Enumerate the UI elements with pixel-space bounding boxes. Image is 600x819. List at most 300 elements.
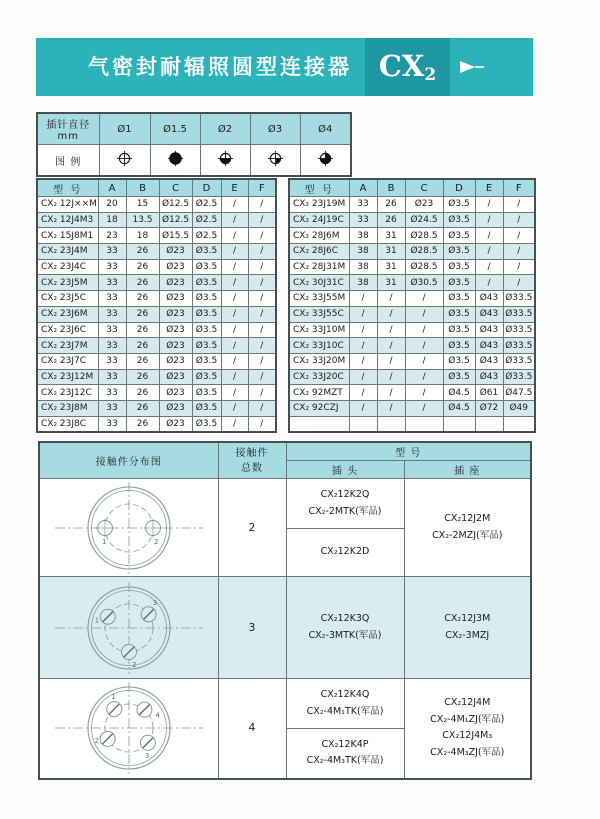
value-cell: 33: [98, 353, 126, 369]
value-cell: Ø23: [159, 259, 192, 275]
value-cell: /: [221, 400, 248, 416]
header-banner: [36, 38, 533, 96]
value-cell: Ø3.5: [192, 291, 221, 307]
spec-row: [289, 306, 535, 322]
value-cell: Ø4.5: [443, 385, 475, 401]
value-cell: 38: [349, 244, 377, 260]
spec-row: [37, 291, 276, 307]
value-cell: Ø2.5: [192, 228, 221, 244]
value-cell: /: [221, 291, 248, 307]
half-bottom-icon-cell: [200, 145, 250, 177]
plug-models: CX₂12K3Q CX₂-3MTK(军品): [286, 577, 404, 679]
column-header: E: [475, 179, 503, 197]
value-cell: [475, 416, 503, 432]
value-cell: Ø72: [475, 400, 503, 416]
svg-text:2: 2: [153, 537, 159, 546]
value-cell: Ø3.5: [443, 353, 475, 369]
value-cell: /: [248, 259, 276, 275]
value-cell: 33: [98, 338, 126, 354]
contact-diagram-cell: [39, 679, 218, 779]
svg-text:1: 1: [94, 616, 100, 625]
value-cell: /: [248, 291, 276, 307]
value-cell: /: [349, 369, 377, 385]
spec-row: [289, 275, 535, 291]
diagram-column-header: 接触件分布图: [39, 442, 218, 479]
value-cell: 33: [98, 259, 126, 275]
spec-row: [289, 244, 535, 260]
contact-diagram-cell: [39, 479, 218, 577]
spec-row: [37, 228, 276, 244]
plug-models: CX₂12K2D: [286, 529, 404, 577]
three-quarter-icon-cell: [300, 145, 351, 177]
value-cell: Ø23: [159, 338, 192, 354]
value-cell: Ø15.5: [159, 228, 192, 244]
value-cell: 15: [126, 197, 159, 213]
value-cell: /: [221, 259, 248, 275]
value-cell: /: [221, 369, 248, 385]
spec-row: [289, 416, 535, 432]
value-cell: 33: [349, 197, 377, 213]
column-header: E: [221, 179, 248, 197]
value-cell: /: [349, 306, 377, 322]
value-cell: 33: [98, 400, 126, 416]
value-cell: 26: [126, 244, 159, 260]
column-header: 型 号: [37, 179, 98, 197]
socket-models: CX₂12J4M CX₂-4M₁ZJ(军品) CX₂12J4M₃ CX₂-4M₃ZJ(军品): [404, 679, 531, 779]
value-cell: /: [248, 322, 276, 338]
value-cell: Ø23: [159, 353, 192, 369]
series-name: CX: [378, 49, 425, 83]
value-cell: Ø30.5: [405, 275, 443, 291]
value-cell: /: [503, 212, 535, 228]
value-cell: Ø23: [159, 369, 192, 385]
value-cell: 26: [126, 259, 159, 275]
contact-diagram-cell: [39, 577, 218, 679]
value-cell: Ø3.5: [443, 197, 475, 213]
spec-row: [289, 385, 535, 401]
value-cell: 20: [98, 197, 126, 213]
svg-text:2: 2: [131, 660, 137, 669]
column-header: F: [248, 179, 276, 197]
series-subscript: 2: [424, 65, 437, 85]
socket-models: CX₂12J2M CX₂-2MZJ(军品): [404, 479, 531, 577]
value-cell: Ø3.5: [443, 259, 475, 275]
model-cell: CX₂ 23J8M: [37, 400, 98, 416]
spec-row: [37, 259, 276, 275]
plug-models: CX₂12K4Q CX₂-4M₁TK(军品): [286, 679, 404, 729]
value-cell: 31: [377, 275, 405, 291]
value-cell: Ø3.5: [192, 259, 221, 275]
value-cell: /: [248, 197, 276, 213]
spec-row: [289, 322, 535, 338]
value-cell: 33: [98, 385, 126, 401]
value-cell: /: [248, 212, 276, 228]
value-cell: 26: [126, 385, 159, 401]
value-cell: 33: [98, 369, 126, 385]
value-cell: Ø23: [159, 322, 192, 338]
value-cell: /: [405, 291, 443, 307]
model-cell: CX₂ 33J20C: [289, 369, 349, 385]
half-bottom-pin-icon: [216, 149, 235, 168]
value-cell: 26: [377, 197, 405, 213]
value-cell: /: [221, 228, 248, 244]
value-cell: 33: [349, 212, 377, 228]
value-cell: Ø3.5: [192, 369, 221, 385]
value-cell: Ø33.5: [503, 291, 535, 307]
spec-row: [37, 306, 276, 322]
value-cell: 33: [98, 306, 126, 322]
contact-row: [39, 679, 531, 729]
value-cell: Ø33.5: [503, 338, 535, 354]
value-cell: /: [221, 353, 248, 369]
model-cell: CX₂ 33J20M: [289, 353, 349, 369]
column-header: 型 号: [289, 179, 349, 197]
value-cell: [443, 416, 475, 432]
value-cell: [349, 416, 377, 432]
model-cell: CX₂ 23J7C: [37, 353, 98, 369]
diameter-value: Ø1: [99, 113, 150, 145]
value-cell: /: [405, 338, 443, 354]
plug-models: CX₂12K2Q CX₂-2MTK(军品): [286, 479, 404, 529]
value-cell: /: [503, 228, 535, 244]
value-cell: /: [405, 400, 443, 416]
spec-row: [37, 197, 276, 213]
value-cell: Ø3.5: [443, 212, 475, 228]
svg-text:3: 3: [152, 598, 157, 607]
value-cell: [405, 416, 443, 432]
spec-row: [289, 212, 535, 228]
contact-row: [39, 577, 531, 679]
value-cell: /: [475, 244, 503, 260]
value-cell: Ø47.5: [503, 385, 535, 401]
spec-row: [289, 259, 535, 275]
value-cell: 26: [126, 275, 159, 291]
value-cell: Ø28.5: [405, 244, 443, 260]
value-cell: Ø49: [503, 400, 535, 416]
value-cell: /: [405, 306, 443, 322]
value-cell: 38: [349, 228, 377, 244]
page-title: 气密封耐辐照圆型连接器: [88, 55, 352, 79]
value-cell: Ø23: [159, 400, 192, 416]
column-header: C: [159, 179, 192, 197]
value-cell: 26: [126, 306, 159, 322]
model-cell: CX₂ 30J31C: [289, 275, 349, 291]
value-cell: Ø33.5: [503, 306, 535, 322]
value-cell: /: [221, 385, 248, 401]
value-cell: 18: [98, 212, 126, 228]
plug-models: CX₂12K4P CX₂-4M₃TK(军品): [286, 729, 404, 779]
value-cell: Ø23: [405, 197, 443, 213]
column-header: D: [192, 179, 221, 197]
value-cell: /: [377, 322, 405, 338]
value-cell: 26: [377, 212, 405, 228]
svg-text:2: 2: [94, 737, 99, 746]
column-header: F: [503, 179, 535, 197]
solid-pin-icon: [166, 149, 185, 168]
pin-diameter-label: 插针直径mm: [37, 113, 99, 145]
value-cell: Ø3.5: [443, 275, 475, 291]
value-cell: /: [221, 244, 248, 260]
model-cell: CX₂ 23J8C: [37, 416, 98, 432]
spec-header-row: [37, 179, 276, 197]
value-cell: /: [503, 244, 535, 260]
column-header: A: [98, 179, 126, 197]
arrow-right-icon: [460, 61, 475, 73]
plug-column-header: 插 头: [286, 461, 404, 479]
spec-row: [37, 244, 276, 260]
model-cell: CX₂ 23J4M: [37, 244, 98, 260]
diameter-value: Ø2: [200, 113, 250, 145]
value-cell: 26: [126, 322, 159, 338]
value-cell: /: [377, 338, 405, 354]
model-cell: CX₂ 92MZT: [289, 385, 349, 401]
value-cell: Ø43: [475, 291, 503, 307]
value-cell: /: [248, 244, 276, 260]
legend-header-row: [37, 113, 351, 145]
value-cell: 33: [98, 275, 126, 291]
contact-row: [39, 479, 531, 529]
value-cell: Ø12.5: [159, 212, 192, 228]
value-cell: /: [221, 197, 248, 213]
value-cell: /: [248, 369, 276, 385]
value-cell: /: [221, 416, 248, 432]
value-cell: /: [377, 306, 405, 322]
value-cell: Ø23: [159, 244, 192, 260]
contact-arrangement-table: [38, 441, 532, 780]
model-cell: CX₂ 92CZJ: [289, 400, 349, 416]
model-cell: CX₂ 23J6M: [37, 306, 98, 322]
value-cell: Ø3.5: [192, 385, 221, 401]
diameter-value: Ø1.5: [150, 113, 200, 145]
spec-row: [37, 212, 276, 228]
legend-icons-row: [37, 145, 351, 177]
value-cell: /: [248, 400, 276, 416]
value-cell: Ø61: [475, 385, 503, 401]
value-cell: Ø43: [475, 338, 503, 354]
spec-row: [289, 291, 535, 307]
value-cell: /: [349, 322, 377, 338]
value-cell: 31: [377, 259, 405, 275]
model-cell: CX₂ 28J6C: [289, 244, 349, 260]
value-cell: /: [248, 228, 276, 244]
column-header: B: [126, 179, 159, 197]
value-cell: Ø4.5: [443, 400, 475, 416]
diameter-value: Ø3: [250, 113, 300, 145]
value-cell: 33: [98, 291, 126, 307]
spec-header-row: [289, 179, 535, 197]
value-cell: /: [503, 259, 535, 275]
value-cell: Ø3.5: [443, 322, 475, 338]
value-cell: /: [221, 212, 248, 228]
model-cell: CX₂ 33J55C: [289, 306, 349, 322]
value-cell: /: [248, 385, 276, 401]
value-cell: /: [377, 291, 405, 307]
value-cell: [503, 416, 535, 432]
value-cell: /: [221, 275, 248, 291]
spec-row: [289, 338, 535, 354]
value-cell: Ø23: [159, 416, 192, 432]
value-cell: /: [475, 275, 503, 291]
value-cell: /: [475, 228, 503, 244]
value-cell: Ø3.5: [443, 369, 475, 385]
contact-header-row: [39, 442, 531, 461]
value-cell: /: [475, 212, 503, 228]
model-cell: CX₂ 23J6C: [37, 322, 98, 338]
value-cell: /: [248, 338, 276, 354]
value-cell: 18: [126, 228, 159, 244]
column-header: D: [443, 179, 475, 197]
value-cell: /: [475, 259, 503, 275]
value-cell: Ø3.5: [443, 244, 475, 260]
value-cell: 26: [126, 291, 159, 307]
model-cell: CX₂ 23J5M: [37, 275, 98, 291]
value-cell: /: [349, 400, 377, 416]
spec-table-right: [288, 178, 536, 433]
open-crosshair-icon-cell: [99, 145, 150, 177]
value-cell: /: [405, 369, 443, 385]
value-cell: Ø33.5: [503, 322, 535, 338]
model-cell: CX₂ 33J55M: [289, 291, 349, 307]
value-cell: Ø3.5: [192, 400, 221, 416]
count-column-header: 接触件 总数: [218, 442, 286, 479]
column-header: B: [377, 179, 405, 197]
model-cell: CX₂ 23J7M: [37, 338, 98, 354]
socket-models: CX₂12J3M CX₂-3MZJ: [404, 577, 531, 679]
value-cell: 31: [377, 228, 405, 244]
value-cell: Ø3.5: [443, 228, 475, 244]
value-cell: Ø33.5: [503, 353, 535, 369]
svg-text:4: 4: [155, 711, 160, 720]
value-cell: 31: [377, 244, 405, 260]
value-cell: /: [475, 197, 503, 213]
model-cell: CX₂ 23J19M: [289, 197, 349, 213]
value-cell: /: [405, 322, 443, 338]
model-cell: CX₂ 33J10M: [289, 322, 349, 338]
value-cell: /: [405, 385, 443, 401]
spec-row: [37, 353, 276, 369]
value-cell: /: [377, 353, 405, 369]
value-cell: 26: [126, 353, 159, 369]
value-cell: /: [349, 338, 377, 354]
value-cell: Ø28.5: [405, 259, 443, 275]
series-badge: [365, 38, 450, 96]
value-cell: Ø23: [159, 291, 192, 307]
value-cell: /: [349, 291, 377, 307]
value-cell: 33: [98, 322, 126, 338]
svg-text:1: 1: [101, 537, 107, 546]
value-cell: 13.5: [126, 212, 159, 228]
value-cell: Ø3.5: [192, 275, 221, 291]
value-cell: Ø23: [159, 275, 192, 291]
model-column-header: 型 号: [286, 442, 531, 461]
value-cell: /: [405, 353, 443, 369]
column-header: A: [349, 179, 377, 197]
spec-row: [37, 400, 276, 416]
connector-face-diagram: [41, 681, 217, 775]
contact-count: 2: [218, 479, 286, 577]
connector-face-diagram: [41, 481, 217, 575]
model-cell: CX₂ 24J19C: [289, 212, 349, 228]
legend-label: 图 例: [37, 145, 99, 177]
model-cell: CX₂ 33J10C: [289, 338, 349, 354]
model-cell: [289, 416, 349, 432]
svg-text:1: 1: [110, 693, 116, 702]
value-cell: /: [503, 275, 535, 291]
value-cell: 33: [98, 244, 126, 260]
value-cell: Ø3.5: [192, 244, 221, 260]
pin-diameter-legend-table: [36, 112, 352, 177]
spec-row: [37, 416, 276, 432]
solid-icon-cell: [150, 145, 200, 177]
spec-row: [37, 322, 276, 338]
value-cell: Ø3.5: [192, 306, 221, 322]
spec-row: [289, 369, 535, 385]
connector-face-diagram: [41, 581, 217, 675]
value-cell: Ø43: [475, 306, 503, 322]
model-cell: CX₂ 23J4C: [37, 259, 98, 275]
value-cell: Ø2.5: [192, 212, 221, 228]
open-crosshair-pin-icon: [115, 149, 134, 168]
model-cell: CX₂ 12J4M3: [37, 212, 98, 228]
spec-table-left: [36, 178, 277, 433]
value-cell: Ø3.5: [192, 338, 221, 354]
value-cell: /: [377, 369, 405, 385]
value-cell: /: [221, 338, 248, 354]
contact-count: 4: [218, 679, 286, 779]
value-cell: 26: [126, 338, 159, 354]
value-cell: Ø43: [475, 322, 503, 338]
spec-row: [289, 400, 535, 416]
value-cell: 26: [126, 400, 159, 416]
model-cell: CX₂ 23J12M: [37, 369, 98, 385]
model-cell: CX₂ 23J12C: [37, 385, 98, 401]
value-cell: Ø23: [159, 385, 192, 401]
quarter-pin-icon: [266, 149, 285, 168]
value-cell: 38: [349, 275, 377, 291]
spec-row: [37, 385, 276, 401]
value-cell: /: [349, 385, 377, 401]
spec-row: [289, 197, 535, 213]
quarter-icon-cell: [250, 145, 300, 177]
value-cell: 38: [349, 259, 377, 275]
value-cell: /: [377, 400, 405, 416]
value-cell: 26: [126, 369, 159, 385]
value-cell: /: [248, 275, 276, 291]
value-cell: Ø3.5: [192, 353, 221, 369]
model-cell: CX₂ 28J6M: [289, 228, 349, 244]
socket-column-header: 插 座: [404, 461, 531, 479]
spec-row: [37, 275, 276, 291]
model-cell: CX₂ 23J5C: [37, 291, 98, 307]
value-cell: Ø2.5: [192, 197, 221, 213]
value-cell: Ø33.5: [503, 369, 535, 385]
value-cell: /: [221, 306, 248, 322]
value-cell: Ø24.5: [405, 212, 443, 228]
value-cell: Ø28.5: [405, 228, 443, 244]
value-cell: /: [248, 416, 276, 432]
value-cell: Ø3.5: [443, 306, 475, 322]
spec-row: [289, 228, 535, 244]
value-cell: Ø43: [475, 353, 503, 369]
value-cell: /: [503, 197, 535, 213]
value-cell: 33: [98, 416, 126, 432]
value-cell: Ø23: [159, 306, 192, 322]
value-cell: Ø3.5: [192, 322, 221, 338]
spec-row: [289, 353, 535, 369]
model-cell: CX₂ 12J××M: [37, 197, 98, 213]
svg-text:3: 3: [144, 752, 150, 761]
value-cell: Ø3.5: [443, 291, 475, 307]
